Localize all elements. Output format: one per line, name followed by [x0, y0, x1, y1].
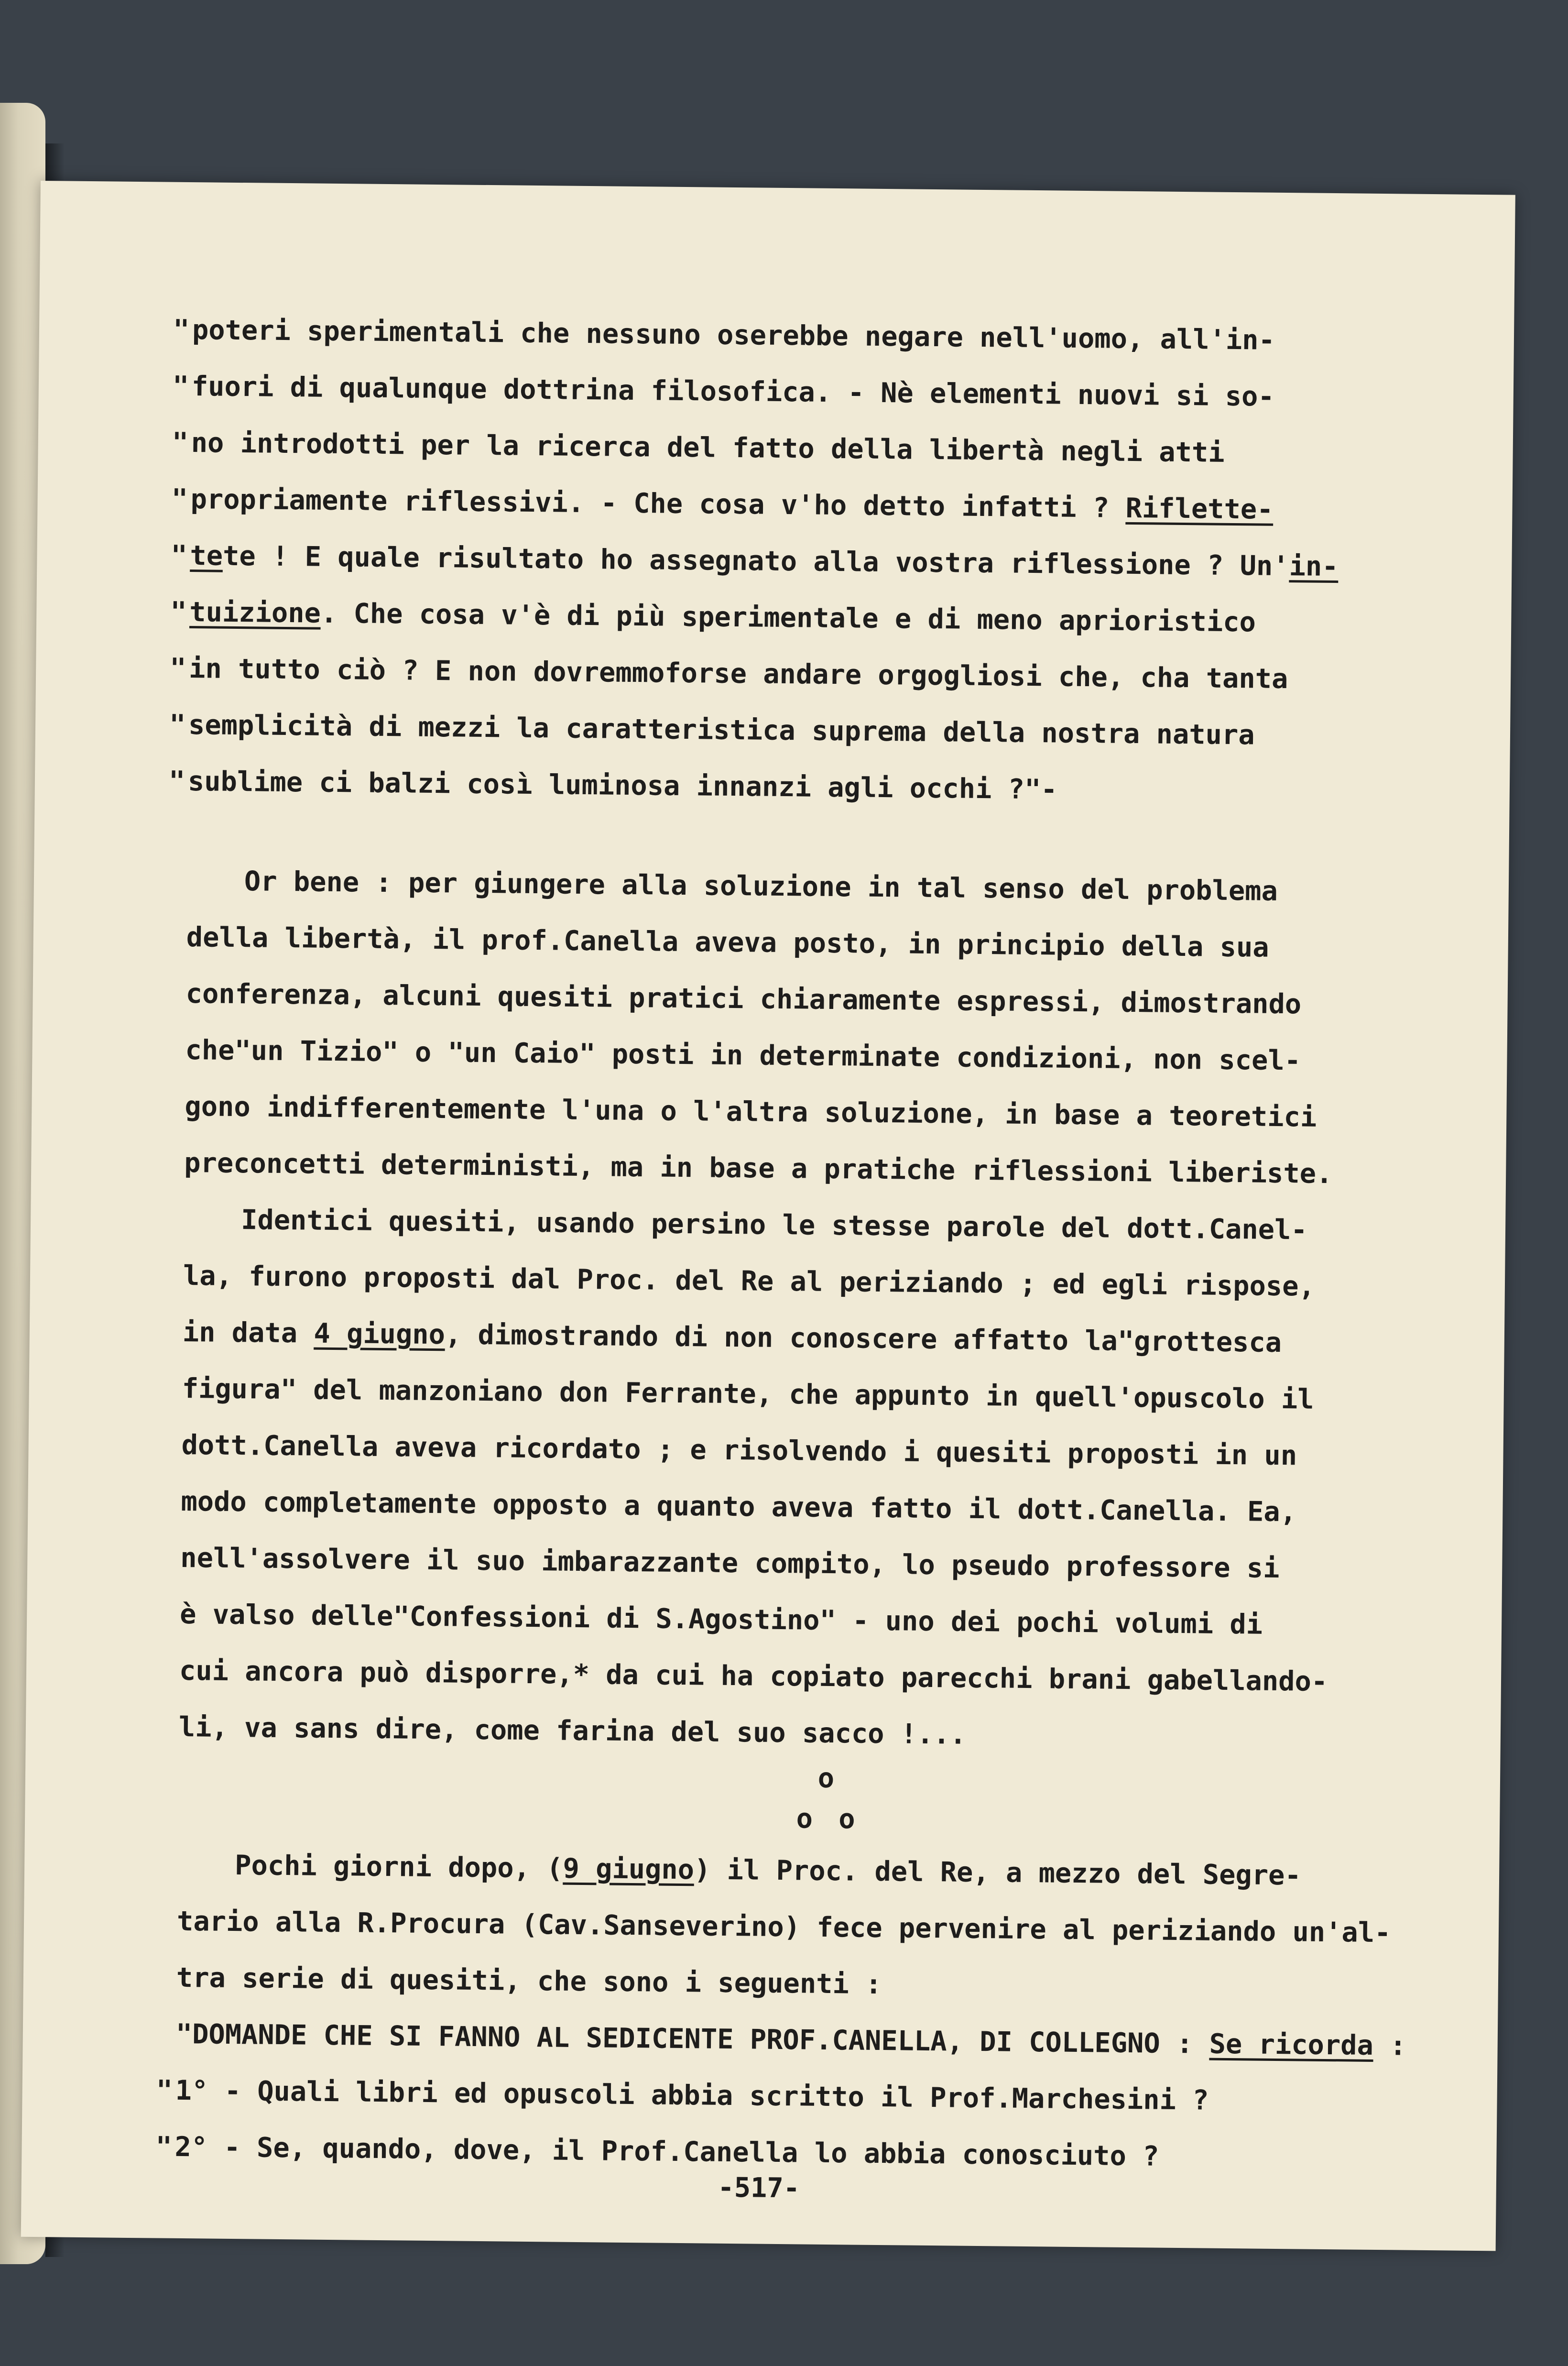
paragraph-line: nell'assolvere il suo imbarazzante compito, lo pseudo professore si	[180, 1542, 1280, 1585]
quote-line: "semplicità di mezzi la caratteristica suprema della nostra natura	[169, 709, 1255, 751]
quote-line: "no introdotti per la ricerca del fatto della libertà negli atti	[172, 427, 1225, 469]
quote-line: "poteri sperimentali che nessuno oserebbe negare nell'uomo, all'in-	[173, 302, 1492, 371]
underlined-word: tuizione	[189, 596, 321, 629]
date-underlined: 4 giugno	[314, 1317, 446, 1351]
section-separator-bottom: o o	[796, 1803, 860, 1835]
quote-line: "fuori di qualunque dottrina filosofica. - Nè elementi nuovi si so-	[172, 370, 1275, 413]
paragraph-line: tra serie di quesiti, che sono i seguenti :	[176, 1961, 882, 2001]
date-underlined: 9 giugno	[563, 1852, 695, 1886]
paragraph-line: tario alla R.Procura (Cav.Sanseverino) fece pervenire al periziando un'al-	[176, 1905, 1391, 1949]
page-text	[155, 302, 1492, 2188]
quote-line: "tuizione. Che cosa v'è di più sperimentale e di meno aprioristico	[170, 596, 1256, 638]
underlined-word: Riflette-	[1125, 492, 1274, 526]
paragraph-line: modo completamente opposto a quanto aveva fatto il dott.Canella. Ea,	[181, 1485, 1297, 1528]
underlined-word: te	[190, 540, 223, 572]
quote-mark: "	[173, 314, 190, 346]
paragraph-line: della libertà, il prof.Canella aveva posto, in principio della sua	[186, 921, 1269, 964]
paragraph-line: Or bene : per giungere alla soluzione in tal senso del problema	[244, 865, 1278, 907]
typewritten-page	[21, 181, 1515, 2251]
paragraph-line: li, va sans dire, come farina del suo sacco !...	[178, 1711, 967, 1751]
section-separator-top: o	[817, 1762, 839, 1795]
question-item: "2° - Se, quando, dove, il Prof.Canella lo abbia conosciuto ?	[155, 2131, 1159, 2172]
underlined-word: Se ricorda	[1209, 2028, 1374, 2061]
paragraph-line: che"un Tizio" o "un Caio" posti in determinate condizioni, non scel-	[185, 1034, 1301, 1077]
underlined-word: in-	[1289, 550, 1339, 583]
paragraph-line: dott.Canella aveva ricordato ; e risolvendo i quesiti proposti in un	[181, 1429, 1297, 1472]
paragraph-line: in data 4 giugno, dimostrando di non conoscere affatto la"grottesca	[182, 1316, 1282, 1359]
paragraph-line: gono indifferentemente l'una o l'altra soluzione, in base a teoretici	[185, 1090, 1317, 1133]
questions-heading: "DOMANDE CHE SI FANNO AL SEDICENTE PROF.CANELLA, DI COLLEGNO : Se ricorda :	[175, 2018, 1406, 2062]
paragraph-line: conferenza, alcuni quesiti pratici chiaramente espressi, dimostrando	[185, 977, 1302, 1020]
paragraph-line: cui ancora può disporre,* da cui ha copiato parecchi brani gabellando-	[179, 1654, 1328, 1698]
quote-line: "tete ! E quale risultato ho assegnato alla vostra riflessione ? Un'in-	[171, 539, 1339, 583]
question-item: "1° - Quali libri ed opuscoli abbia scritto il Prof.Marchesini ?	[156, 2074, 1209, 2116]
paragraph-line: è valso delle"Confessioni di S.Agostino" - uno dei pochi volumi di	[179, 1598, 1263, 1641]
paragraph-line: Pochi giorni dopo, (9 giugno) il Proc. del Re, a mezzo del Segre-	[234, 1850, 1302, 1892]
paragraph-line: la, furono proposti dal Proc. del Re al periziando ; ed egli rispose,	[183, 1260, 1316, 1303]
paragraph-line: preconcetti deterministi, ma in base a pratiche riflessioni liberiste.	[184, 1147, 1333, 1190]
quote-line: "sublime ci balzi così luminosa innanzi agli occhi ?"-	[168, 765, 1057, 806]
quote-line: "propriamente riflessivi. - Che cosa v'ho detto infatti ? Riflette-	[171, 483, 1274, 526]
paragraph-line: figura" del manzoniano don Ferrante, che appunto in quell'opuscolo il	[182, 1372, 1314, 1415]
paragraph-line: Identici quesiti, usando persino le stesse parole del dott.Canel-	[240, 1204, 1307, 1246]
quote-line: "in tutto ciò ? E non dovremmoforse andare orgogliosi che, cha tanta	[169, 652, 1288, 695]
page-number: -517-	[718, 2171, 800, 2204]
